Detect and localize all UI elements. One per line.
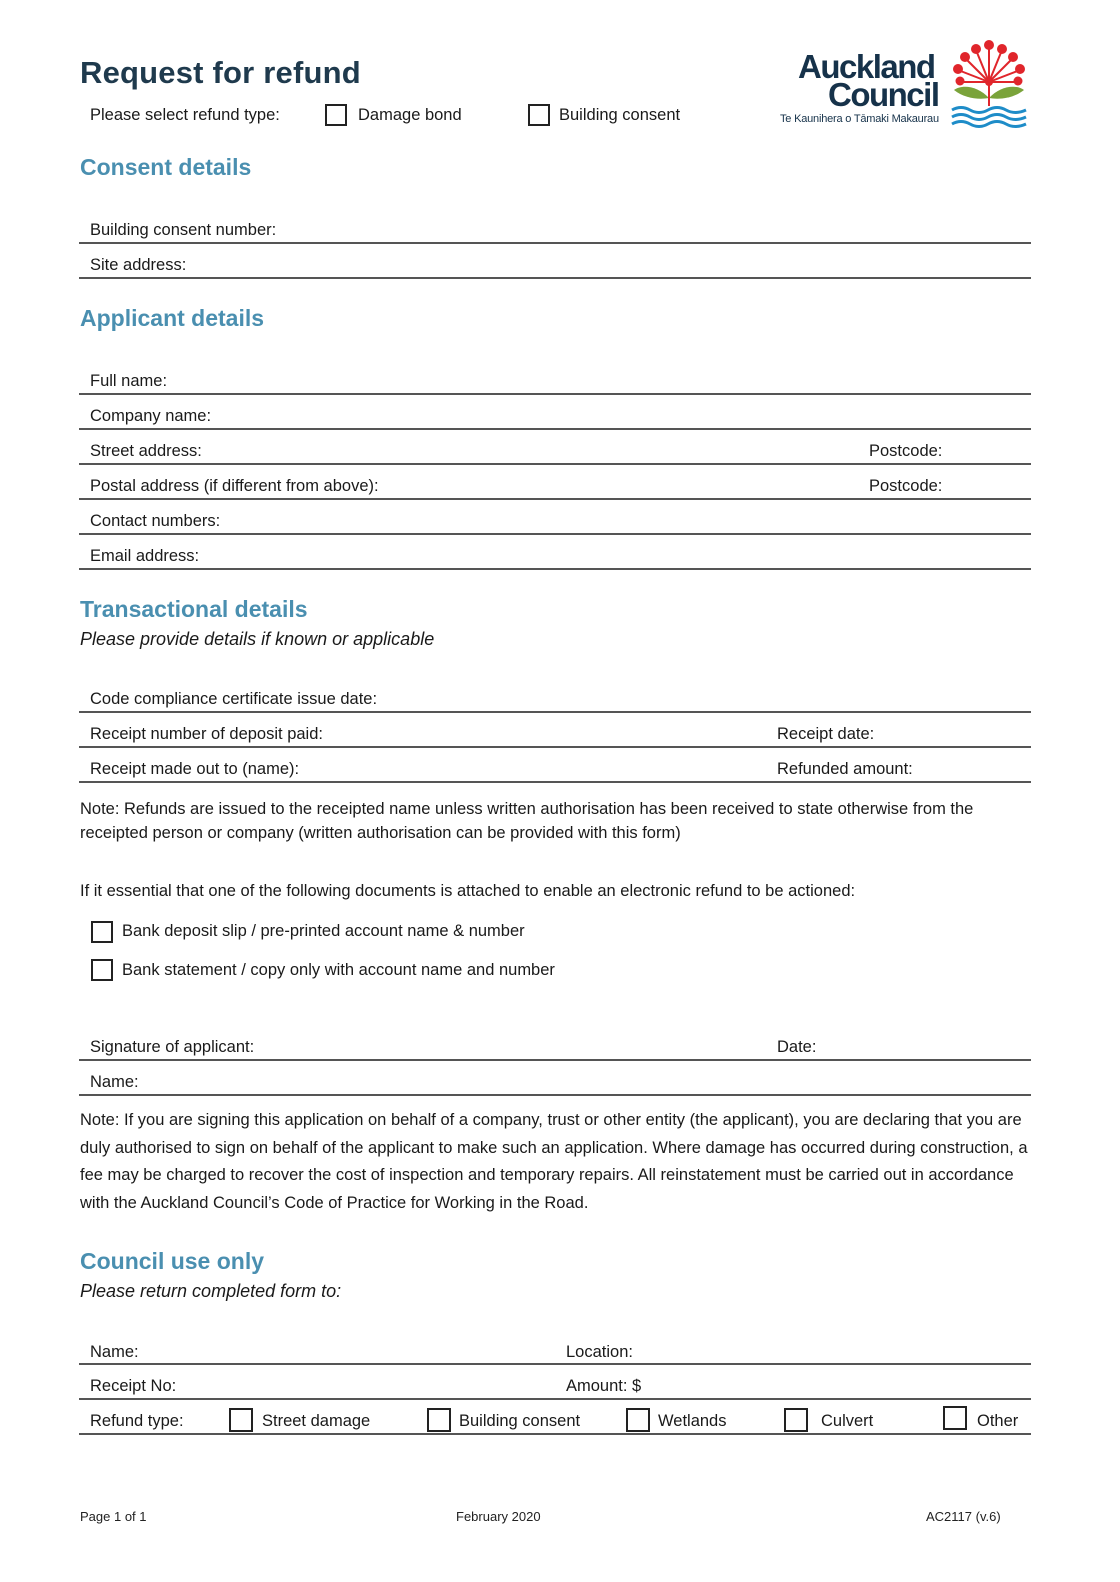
checkbox-box[interactable] [427, 1408, 451, 1432]
contact-numbers-field[interactable] [79, 533, 1031, 535]
company-name-field[interactable] [79, 428, 1031, 430]
damage-bond-label: Damage bond [358, 106, 462, 124]
ccc-issue-date-field[interactable] [79, 711, 1031, 713]
checkbox-box[interactable] [784, 1408, 808, 1432]
signature-label: Signature of applicant: [90, 1038, 255, 1056]
signing-note: Note: If you are signing this application on behalf of a company, trust or other entity (the applicant), you are declaring that you are duly authorised to sign on behalf of the applicant to make such an application. Where damage has occurred during construction, a fee may be charged to recover the cost of inspection and temporary repairs. All reinstatement must be carried out in accordance with the Auckland Council’s Code of Practice for Working in the Road. [80, 1111, 1028, 1212]
council-use-subheading: Please return completed form to: [80, 1281, 342, 1301]
refund-type-culvert-label: Culvert [821, 1412, 874, 1430]
section-heading-consent-details: Consent details [80, 154, 252, 180]
checkbox-box[interactable] [91, 921, 113, 943]
postal-address-field[interactable] [79, 498, 1031, 500]
checkbox-box[interactable] [528, 104, 550, 126]
transactional-subheading: Please provide details if known or applicable [80, 629, 435, 649]
council-refund-type-row-line [79, 1433, 1031, 1435]
page-title: Request for refund [80, 55, 361, 90]
signature-name-field[interactable] [79, 1094, 1031, 1096]
full-name-field[interactable] [79, 393, 1031, 395]
receipt-date-label: Receipt date: [777, 725, 875, 743]
bank-statement-checkbox[interactable] [91, 959, 113, 986]
council-amount-label: Amount: $ [566, 1377, 642, 1395]
footer-page-number: Page 1 of 1 [80, 1509, 147, 1524]
bank-deposit-slip-label: Bank deposit slip / pre-printed account name & number [122, 922, 525, 940]
signature-field[interactable] [79, 1059, 1031, 1061]
street-postcode-label: Postcode: [869, 442, 943, 460]
section-heading-transactional-details: Transactional details [80, 596, 308, 622]
council-refund-type-label: Refund type: [90, 1412, 184, 1430]
ccc-issue-date-label: Code compliance certificate issue date: [90, 690, 378, 708]
refunded-amount-label: Refunded amount: [777, 760, 913, 778]
bank-deposit-slip-checkbox[interactable] [91, 921, 113, 948]
checkbox-box[interactable] [626, 1408, 650, 1432]
signature-date-label: Date: [777, 1038, 817, 1056]
postal-address-label: Postal address (if different from above): [90, 477, 379, 495]
refund-type-street-damage-label: Street damage [262, 1412, 371, 1430]
building-consent-number-field[interactable] [79, 242, 1031, 244]
refund-note: Note: Refunds are issued to the receipted name unless written authorisation has been received to state otherwise from the receipted person or company (written authorisation can be provided with this form) [80, 800, 974, 842]
checkbox-box[interactable] [325, 104, 347, 126]
receipt-number-field[interactable] [79, 746, 1031, 748]
receipt-number-label: Receipt number of deposit paid: [90, 725, 323, 743]
checkbox-box[interactable] [91, 959, 113, 981]
street-address-label: Street address: [90, 442, 202, 460]
receipt-made-out-to-label: Receipt made out to (name): [90, 760, 300, 778]
signature-name-label: Name: [90, 1073, 139, 1091]
company-name-label: Company name: [90, 407, 212, 425]
street-address-field[interactable] [79, 463, 1031, 465]
footer-date: February 2020 [456, 1509, 541, 1524]
email-address-field[interactable] [79, 568, 1031, 570]
building-consent-number-label: Building consent number: [90, 221, 277, 239]
section-heading-applicant-details: Applicant details [80, 305, 265, 331]
auckland-council-logo [780, 38, 1030, 133]
receipt-made-out-to-field[interactable] [79, 781, 1031, 783]
checkbox-box[interactable] [229, 1408, 253, 1432]
logo-word-council: Council [828, 76, 939, 113]
building-consent-checkbox[interactable] [528, 104, 550, 131]
refund-type-other-checkbox[interactable] [943, 1406, 967, 1435]
council-name-label: Name: [90, 1343, 139, 1361]
refund-type-wetlands-label: Wetlands [658, 1412, 727, 1430]
damage-bond-checkbox[interactable] [325, 104, 347, 131]
footer-form-code: AC2117 (v.6) [926, 1509, 1001, 1524]
site-address-field[interactable] [79, 277, 1031, 279]
postal-postcode-label: Postcode: [869, 477, 943, 495]
documents-prompt: If it essential that one of the following documents is attached to enable an electronic refund to be actioned: [80, 882, 856, 900]
section-heading-council-use-only: Council use only [80, 1248, 265, 1274]
council-receipt-no-label: Receipt No: [90, 1377, 177, 1395]
contact-numbers-label: Contact numbers: [90, 512, 221, 530]
refund-type-other-label: Other [977, 1412, 1019, 1430]
council-receipt-no-field[interactable] [79, 1398, 1031, 1400]
council-location-label: Location: [566, 1343, 633, 1361]
building-consent-label: Building consent [559, 106, 681, 124]
refund-type-prompt: Please select refund type: [90, 106, 280, 124]
checkbox-box[interactable] [943, 1406, 967, 1430]
site-address-label: Site address: [90, 256, 187, 274]
refund-type-building-consent-label: Building consent [459, 1412, 581, 1430]
logo-tagline: Te Kaunihera o Tāmaki Makaurau [780, 113, 939, 125]
council-name-field[interactable] [79, 1363, 1031, 1365]
full-name-label: Full name: [90, 372, 168, 390]
email-address-label: Email address: [90, 547, 200, 565]
bank-statement-label: Bank statement / copy only with account name and number [122, 961, 555, 979]
logo-word-auckland: Auckland [798, 48, 935, 85]
pohutukawa-flower-icon [950, 38, 1028, 130]
